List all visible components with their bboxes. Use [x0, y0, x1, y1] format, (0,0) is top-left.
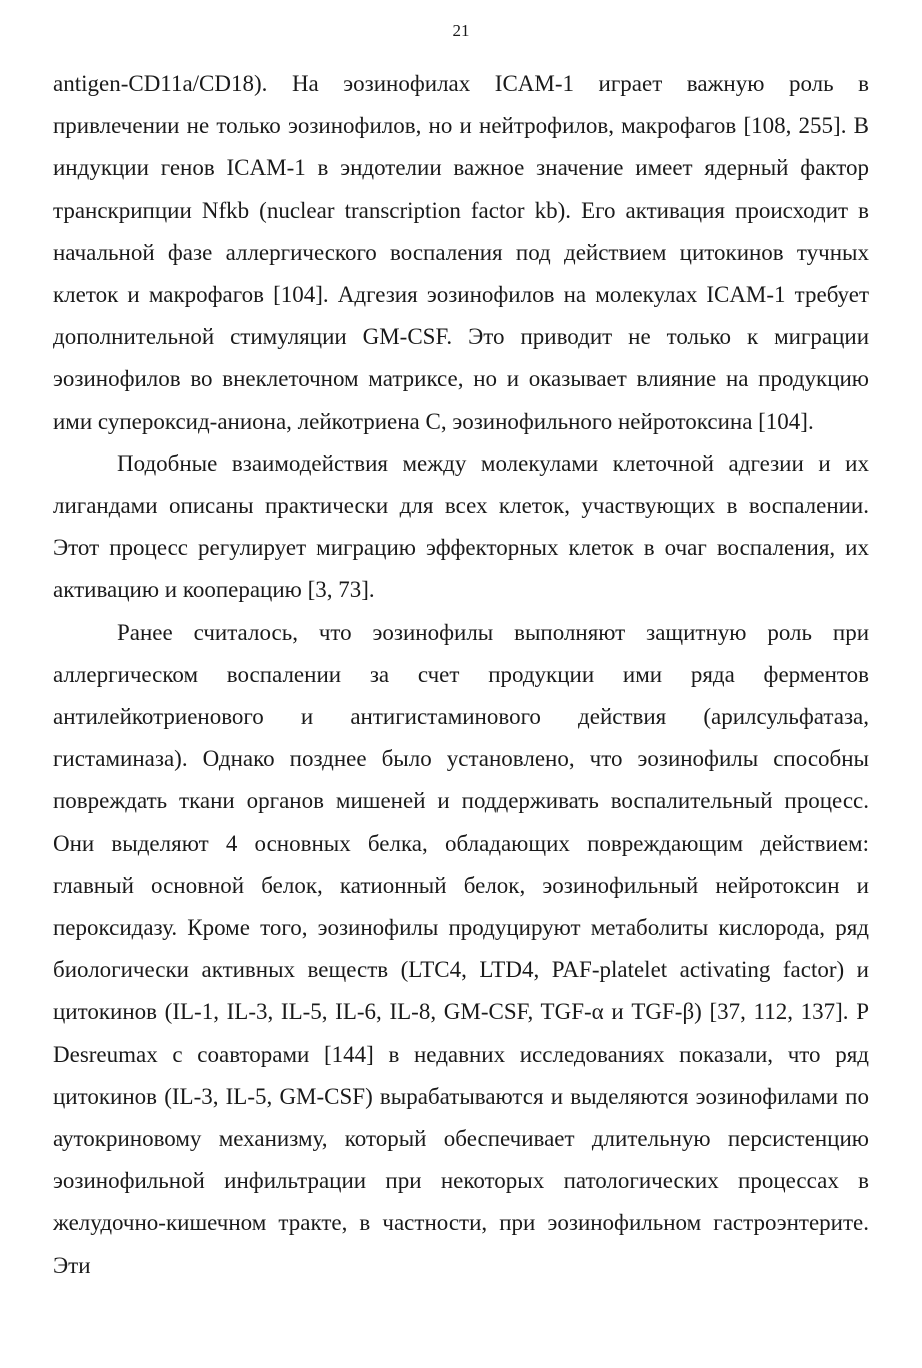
paragraph-eosinophil-role: Ранее считалось, что эозинофилы выполняют защитную роль при аллергическом воспалении за счет продукции ими ряда ферментов антилейкотриенового и антигистаминового действия (арилсульфатаза, гистаминаза). Однако позднее было установлено, что эозинофилы способны повреждать ткани органов мишеней и поддерживать воспалительный процесс. Они выделяют 4 основных белка, обладающих повреждающим действием: главный основной белок, катионный белок, эозинофильный нейротоксин и пероксидазу. Кроме того, эозинофилы продуцируют метаболиты кислорода, ряд биологически активных веществ (LTC4, LTD4, PAF-platelet activating factor) и цитокинов (IL-1, IL-3, IL-5, IL-6, IL-8, GM-CSF, TGF-α и TGF-β) [37, 112, 137]. Р Desreumax с соавторами [144] в недавних исследованиях показали, что ряд цитокинов (IL-3, IL-5, GM-CSF) вырабатываются и выделяются эозинофилами по аутокриновому механизму, который обеспечивает длительную персистенцию эозинофильной инфильтрации при некоторых патологических процессах в желудочно-кишечном тракте, в частности, при эозинофильном гастроэнтерите. Эти — [53, 619, 869, 1278]
paragraph-icam1: antigen-CD11a/CD18). На эозинофилах ICAM-1 играет важную роль в привлечении не только эозинофилов, но и нейтрофилов, макрофагов [108, 255]. В индукции генов ICAM-1 в эндотелии важное значение имеет ядерный фактор транскрипции Nfkb (nuclear transcription factor kb). Его активация происходит в начальной фазе аллергического воспаления под действием цитокинов тучных клеток и макрофагов [104]. Адгезия эозинофилов на молекулах ICAM-1 требует дополнительной стимуляции GM-CSF. Это приводит не только к миграции эозинофилов во внеклеточном матриксе, но и оказывает влияние на продукцию ими супероксид-аниона, лейкотриена С, эозинофильного нейротоксина [104]. — [53, 71, 869, 434]
paragraph-adhesion-molecules: Подобные взаимодействия между молекулами клеточной адгезии и их лигандами описаны практически для всех клеток, участвующих в воспалении. Этот процесс регулирует миграцию эффекторных клеток в очаг воспаления, их активацию и кооперацию [3, 73]. — [53, 450, 869, 603]
body-text — [53, 63, 869, 1287]
page-number: 21 — [452, 21, 470, 40]
